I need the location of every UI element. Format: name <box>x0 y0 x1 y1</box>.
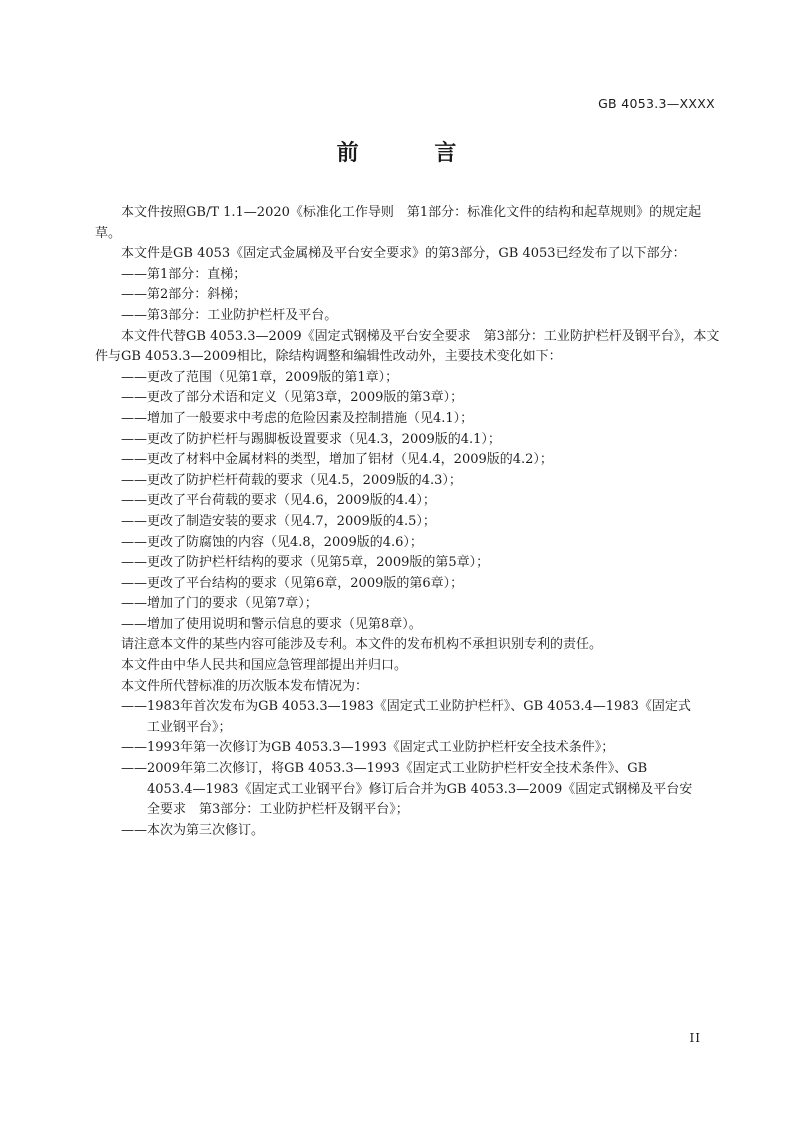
list-item: ——更改了范围（见第1章，2009版的第1章）； <box>121 369 399 385</box>
foreword-body <box>95 203 720 841</box>
list-item: ——2009年第二次修订，将GB 4053.3—1993《固定式工业防护栏杆安全技术条件》、GB <box>121 761 648 777</box>
list-item-continuation: 工业钢平台》； <box>147 719 232 735</box>
list-item: ——更改了平台荷载的要求（见4.6，2009版的4.4）； <box>121 493 436 509</box>
paragraph: 本文件代替GB 4053.3—2009《固定式钢梯及平台安全要求 第3部分：工业防护栏杆及钢平台》，本文件与GB 4053.3—2009相比，除结构调整和编辑性改动外，主要技术变化如下： <box>95 328 720 365</box>
list-item: ——增加了使用说明和警示信息的要求（见第8章）。 <box>121 616 422 632</box>
list-item: ——更改了防腐蚀的内容（见4.8，2009版的4.6）； <box>121 534 423 550</box>
list-item: ——增加了门的要求（见第7章）； <box>121 596 318 612</box>
list-item: ——第2部分：斜梯； <box>121 287 247 303</box>
paragraph: 本文件是GB 4053《固定式金属梯及平台安全要求》的第3部分，GB 4053已经发布了以下部分： <box>121 246 686 262</box>
list-item: ——更改了制造安装的要求（见4.7，2009版的4.5）； <box>121 513 436 529</box>
list-item-continuation: 4053.4—1983《固定式工业钢平台》修订后合并为GB 4053.3—2009《固定式钢梯及平台安 <box>147 781 693 797</box>
paragraph: 请注意本文件的某些内容可能涉及专利。本文件的发布机构不承担识别专利的责任。 <box>121 637 603 653</box>
list-item-continuation: 全要求 第3部分：工业防护栏杆及钢平台》； <box>147 802 409 818</box>
paragraph: 本文件所代替标准的历次版本发布情况为： <box>121 678 369 694</box>
list-item: ——1993年第一次修订为GB 4053.3—1993《固定式工业防护栏杆安全技术条件》； <box>121 740 615 756</box>
list-item: ——第1部分：直梯； <box>121 266 247 282</box>
list-item: ——更改了材料中金属材料的类型，增加了铝材（见4.4，2009版的4.2）； <box>121 452 553 468</box>
list-item: ——更改了防护栏杆结构的要求（见第5章，2009版的第5章）； <box>121 555 490 571</box>
page-number: II <box>689 1031 701 1045</box>
list-item: ——更改了平台结构的要求（见第6章，2009版的第6章）； <box>121 575 464 591</box>
list-item: ——更改了防护栏杆与踢脚板设置要求（见4.3，2009版的4.1）； <box>121 431 501 447</box>
paragraph: 本文件由中华人民共和国应急管理部提出并归口。 <box>121 658 408 674</box>
standard-code: GB 4053.3—XXXX <box>598 96 715 111</box>
list-item: ——第3部分：工业防护栏杆及平台。 <box>121 307 338 323</box>
paragraph: 本文件按照GB/T 1.1—2020《标准化工作导则 第1部分：标准化文件的结构和起草规则》的规定起草。 <box>95 205 702 241</box>
list-item: ——1983年首次发布为GB 4053.3—1983《固定式工业防护栏杆》、GB 4053.4—1983《固定式 <box>121 699 691 715</box>
list-item: ——更改了部分术语和定义（见第3章，2009版的第3章）； <box>121 390 464 406</box>
page-title: 前 言 <box>336 141 491 166</box>
list-item: ——增加了一般要求中考虑的危险因素及控制措施（见4.1）； <box>121 410 474 426</box>
list-item: ——本次为第三次修订。 <box>121 822 265 838</box>
list-item: ——更改了防护栏杆荷载的要求（见4.5，2009版的4.3）； <box>121 472 462 488</box>
